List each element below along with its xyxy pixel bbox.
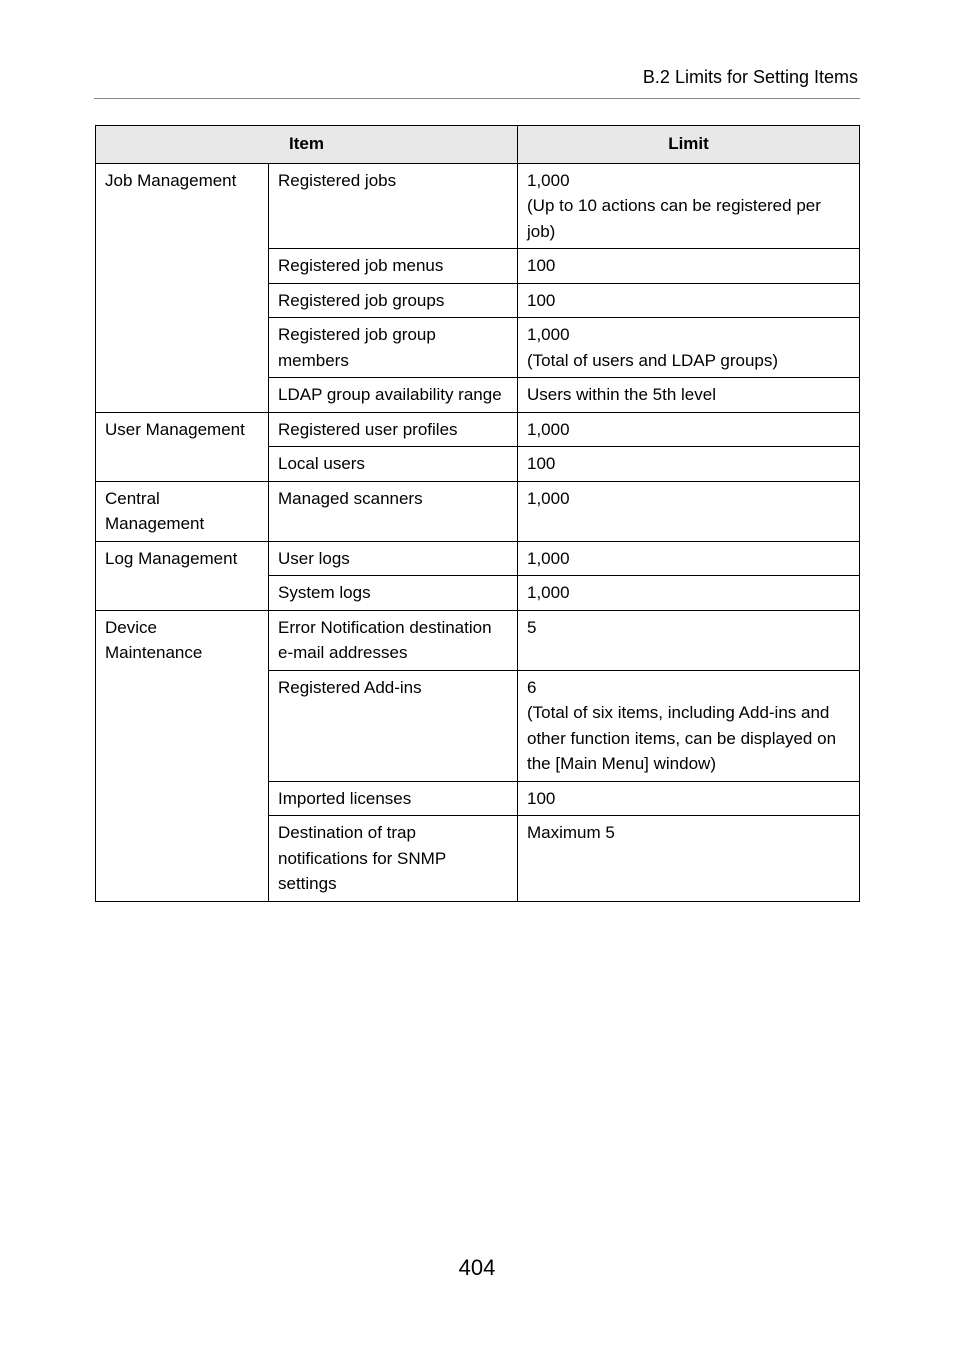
item-cell: Registered jobs bbox=[269, 163, 518, 249]
limit-value: 6 bbox=[527, 677, 537, 697]
item-cell: Error Notification destination e-mail addresses bbox=[269, 610, 518, 670]
page-number: 404 bbox=[458, 1255, 496, 1280]
limit-cell bbox=[518, 816, 860, 902]
item-cell: Registered user profiles bbox=[269, 412, 518, 447]
item-cell: Local users bbox=[269, 447, 518, 482]
table-row bbox=[96, 541, 860, 576]
table-row bbox=[96, 481, 860, 541]
limit-note: (Total of users and LDAP groups) bbox=[527, 350, 779, 370]
limit-cell bbox=[518, 576, 860, 611]
limit-value: 1,000 bbox=[527, 583, 570, 602]
item-cell: Registered job groups bbox=[269, 283, 518, 318]
limits-table bbox=[95, 125, 860, 902]
limit-value: 5 bbox=[527, 617, 537, 637]
limit-value: 100 bbox=[527, 290, 556, 310]
category-cell: User Management bbox=[96, 412, 269, 481]
item-cell: Registered job menus bbox=[269, 249, 518, 284]
header-divider bbox=[94, 98, 860, 99]
limit-cell bbox=[518, 541, 860, 576]
item-cell: Destination of trap notifications for SNMP settings bbox=[269, 816, 518, 902]
limit-value: 1,000 bbox=[527, 325, 570, 344]
table-row bbox=[96, 412, 860, 447]
item-cell: LDAP group availability range bbox=[269, 378, 518, 413]
category-cell: Central Management bbox=[96, 481, 269, 541]
running-header: B.2 Limits for Setting Items bbox=[642, 67, 858, 87]
limit-cell bbox=[518, 447, 860, 482]
limit-value: 1,000 bbox=[527, 548, 570, 568]
limit-value: 1,000 bbox=[527, 170, 570, 190]
category-cell: Device Maintenance bbox=[96, 610, 269, 901]
limit-value: 1,000 bbox=[527, 419, 570, 439]
item-cell: Managed scanners bbox=[269, 481, 518, 541]
item-cell: Registered job group members bbox=[269, 318, 518, 378]
limit-cell bbox=[518, 781, 860, 816]
limit-cell bbox=[518, 163, 860, 249]
limit-value: Users within the 5th level bbox=[527, 385, 716, 404]
limit-cell bbox=[518, 481, 860, 541]
table-row bbox=[96, 163, 860, 249]
limit-cell bbox=[518, 283, 860, 318]
column-header-item: Item bbox=[96, 126, 518, 164]
limit-value: 100 bbox=[527, 788, 556, 808]
limit-value: 1,000 bbox=[527, 488, 570, 508]
column-header-limit: Limit bbox=[518, 126, 860, 164]
limit-note: (Total of six items, including Add-ins and other function items, can be displayed on the [Main Menu] window) bbox=[527, 703, 837, 773]
limit-cell bbox=[518, 249, 860, 284]
limit-cell bbox=[518, 670, 860, 781]
limit-cell bbox=[518, 412, 860, 447]
table-header-row bbox=[96, 126, 860, 164]
limit-value: Maximum 5 bbox=[527, 823, 615, 842]
limit-value: 100 bbox=[527, 454, 556, 473]
limit-cell bbox=[518, 318, 860, 378]
category-cell: Job Management bbox=[96, 163, 269, 412]
table-row bbox=[96, 610, 860, 670]
item-cell: Imported licenses bbox=[269, 781, 518, 816]
limit-value: 100 bbox=[527, 256, 556, 275]
limit-note: (Up to 10 actions can be registered per job) bbox=[527, 196, 821, 241]
item-cell: User logs bbox=[269, 541, 518, 576]
limit-cell bbox=[518, 610, 860, 670]
category-cell: Log Management bbox=[96, 541, 269, 610]
item-cell: System logs bbox=[269, 576, 518, 611]
limit-cell bbox=[518, 378, 860, 413]
item-cell: Registered Add-ins bbox=[269, 670, 518, 781]
